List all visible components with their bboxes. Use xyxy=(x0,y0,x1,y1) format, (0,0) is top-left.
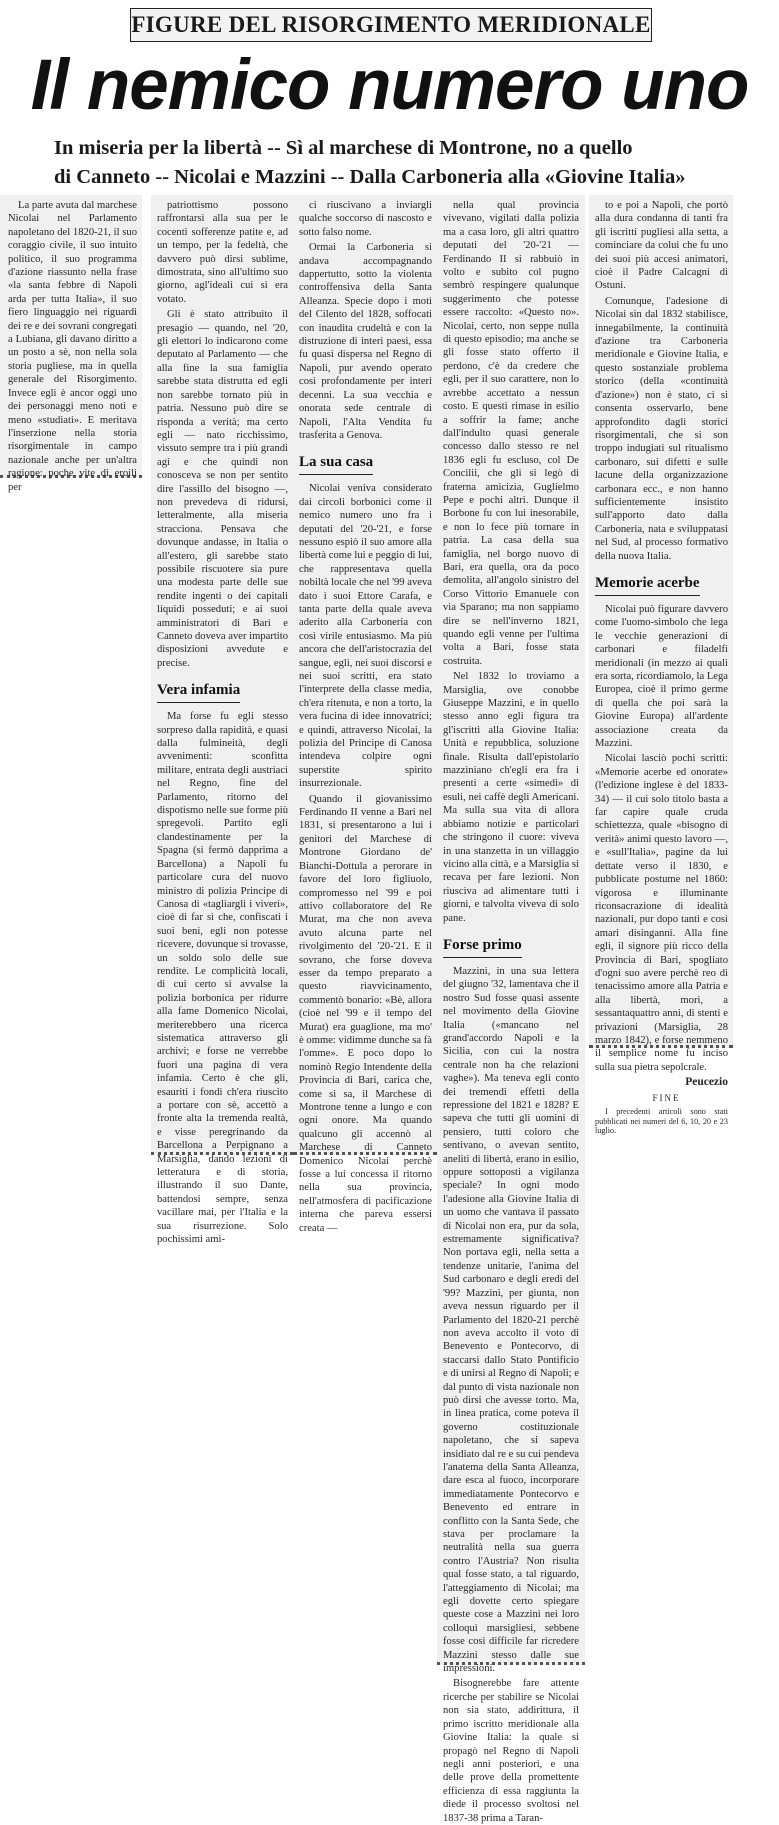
headline: Il nemico numero uno xyxy=(30,46,749,125)
paragraph: Quando il giovanissimo Ferdinando II venne a Bari nel 1831, si presentarono a lui i genitori del Marchese di Montrone Giordano de' Bianchi-Dottula a perorare in favore del loro figliuolo, compromesso nel '99 e poi attivo collaboratore del Re Murat, ma che non aveva avuto alcuna parte nel rivolgimento del '20-'21. E il sovrano, che forse doveva esser da tempo preparato a questo riavvicinamento, commentò bonario: «Bè, allora (cioè nel '99 e il tempo del Murat) era guaglione, ma mo' è omme: vidimme dunche sa fà l'omme». E poco dopo lo nominò Regio Intendente della Provincia di Bari, carica che, come si sa, il Marchese di Montrone tenne a lungo e con ogni onore. Ma quando qualcuno gli accennò al Marchese di Canneto Domenico Nicolai perchè fosse a lui concessa il ritorno nella sua provincia, nell'atmosfera di pacificazione interna che pareva essersi creata — xyxy=(299,793,432,1234)
paragraph: nella qual provincia vivevano, vigilati dalla polizia ma a casa loro, gli altri quattro deputati del '20-'21 — Ferdinando II si rabbuiò in volto e subito col pugno sembrò respingere qualunque suggerimento che potesse essere raccolto: «Questo no». Nicolai, certo, non seppe nulla di questo episodio; ma anche se gli fosse stato offerto il perdono, c'è da credere che egli, per il suo carattere, non lo avrebbe accettato a nessun costo. E questi rimase in esilio a soffrir la fame; anche dall'indulto quasi generale concesso dallo stesso re nel 1836 egli fu escluso, col De Concilii, che gli si legò di fraterna amicizia, Guglielmo Pepe e pochi altri. Dunque il Borbone fu con lui inesorabile, e non lo fece più tornare in patria. La casa della sua famiglia, nel borgo nuovo di Bari, era quella, ora da poco demolita, all'angolo sinistro del Corso Vittorio Emanuele con via Sparano; ma non sappiamo dire se nell'inverno 1821, quando egli venne per l'ultima volta a Bari, fosse stata costruita. xyxy=(443,200,579,667)
paragraph: to e poi a Napoli, che portò alla dura condanna di tanti fra gli iscritti pugliesi alla setta, a cominciare da colui che fu uno dei suoi più accesi animatori, cioè il Padre Calcagni di Ostuni. xyxy=(595,200,728,292)
author-signature: Peucezio xyxy=(685,1076,728,1089)
paragraph: Comunque, l'adesione di Nicolai sin dal 1832 stabilisce, innegabilmente, la continuità d'azione tra Carboneria meridionale e Giovine Italia, e questo sostanziale problema storico (della «continuità d'azione») non è stato, ci si consenta osservarlo, bene approfondito dagli storici risorgimentali, che si son troppo indugiati sul ritualismo carbonaro, sui difetti e sulle lacune della organizzazione carbonara ecc., e non hanno sufficientemente insistito sull'apporto dato dalla Carboneria, nata e sviluppatasi nel Sud, al processo formativo della nuova Italia. xyxy=(595,295,728,562)
paragraph: Nicolai veniva considerato dai circoli borbonici come il nemico numero uno fra i deputati del '20-'21, e forse nessuno espiò il suo amore alla libertà come lui e peggio di lui, che rappresentava quella nobiltà locale che nel '99 aveva dato i suoi Ettore Carafa, e tanta parte della quale aveva aderito alla Carboneria con così virile entusiasmo. Ma più ancora che dell'aristocrazia del sangue, egli, nei suoi discorsi e nei suoi scritti, era stato l'interprete della classe media, ch'era ritenuta, e non a torto, la vera fucina di idee innovatrici; e quindi, attraverso Nicolai, la polizia del Principe di Canosa intendeva colpire ogni superstite spirito insurrezionale. xyxy=(299,483,432,790)
subheading-la-sua-casa: La sua casa xyxy=(299,453,373,475)
paragraph: Bisognerebbe fare attente ricerche per stabilire se Nicolai non sia stato, addirittura, il primo iscritto meridionale alla Giovine Italia: la quale si propagò nel Regno di Napoli negli anni posteriori, e una delle prove della promettente efficienza di essa raggiunta la diede il processo svoltosi nel 1837-38 prima a Taran- xyxy=(443,1678,579,1824)
subheadline-line-1: In miseria per la libertà -- Sì al marchese di Montrone, no a quello xyxy=(54,137,633,159)
paragraph: Nicolai lasciò pochi scritti: «Memorie acerbe ed onorate» (l'edizione inglese è del 1833-34) — il cui solo titolo basta a far capire quale cruda schiettezza, quale «bisogno di verità» animi questo lavoro —, e «sull'Italia», pagine da lui dettate verso il 1830, e pubblicate postume nel 1860: vigorosa e illuminante riconsacrazione di idealità nazionali, pur dopo tanti e così amari disinganni. Alla fine egli, il signore più ricco della Provincia di Bari, spogliato d'ogni suo avere perchè reo di tenacissimo amore alla Patria e alla libertà, morì, a sessantaquattro anni, di stenti e privazioni (Marsiglia, 28 marzo 1842), e forse nemmeno il semplice nome fu inciso sulla sua pietra sepolcrale. xyxy=(595,753,728,1073)
paragraph: ci riuscivano a inviargli qualche soccorso di nascosto e sotto falso nome. xyxy=(299,200,432,238)
paragraph: Mazzini, in una sua lettera del giugno '32, lamentava che il nostro Sud fosse quasi assente nel movimento della Giovine Italia («mancano nel grand'accordo Napoli e la Sicilia, con cui la nostra centrale non ha che relazioni vaghe»). Ma teneva egli conto dei tremendi effetti della repressione del 1821 e 1828? E sapeva che tutti gli uomini di pensiero, tutti coloro che sentivano, o avevan sentito, aneliti di libertà, erano in esilio, oppure sottoposti a vigilanza speciale? In ogni modo l'adesione alla Giovine Italia di un uomo che vantava il passato di Nicolai non era, pur da sola, estremamente significativa? Non portava egli, nella setta a tendenze unitarie, l'anima del Sud carbonaro e degli eredi del '99? Mazzini, per giunta, non aveva nessun riguardo per il Parlamento del 1820-21 perchè non aveva accolto il voto di Benevento e Pontecorvo, di staccarsi dallo Stato Pontificio e di unirsi al Regno di Napoli; e dal punto di vista nazionale non può dirsi che avesse torto. Ma, in linea pratica, come poteva il governo costituzionale napoletano, che si sapeva insidiato dal re e su cui pendeva l'anatema della Santa Alleanza, dare esca al fuoco, incorporare immediatamente Pontecorvo e Benevento ed entrare in conflitto con la Santa Sede, che stava per proclamare la neutralità nella sua guerra contro l'Austria? Non risulta qual fosse stato, a tal riguardo, l'atteggiamento di Nicolai; ma egli dovette certo spiegare queste cose a Mazzini nei loro colloqui marsigliesi, sebbene fosse così difficile far ricredere Mazzini stesso dalle sue impressioni. xyxy=(443,965,579,1675)
article-column-4 xyxy=(437,195,585,1824)
end-marker: FINE xyxy=(652,1092,681,1103)
paragraph: Nicolai può figurare davvero come l'uomo-simbolo che lega le vecchie generazioni di carbonari e filadelfi meridionali (in mezzo ai quali era sorta, ricordiamolo, la Lega Europea, cioè il primo germe di quella che poi sarà la Giovine Europa) all'ardente associazione creata da Mazzini. xyxy=(595,603,728,750)
subheadline xyxy=(54,134,734,194)
article-column-5 xyxy=(589,195,733,1136)
article-column-1 xyxy=(0,195,142,493)
paragraph: Ormai la Carboneria si andava accompagnando dappertutto, sotto la violenta controffensiva della Santa Alleanza. Specie dopo i moti del Cilento del 1828, soffocati con inaudita crudeltà e con la distruzione di interi paesi, essa fu quasi dispersa nel Regno di Napoli, pur avendo operato così profondamente per interi decenni. La sua vecchia e onorata sede centrale di Napoli, l'Alta Vendita fu trasferita a Genova. xyxy=(299,242,432,441)
section-kicker: FIGURE DEL RISORGIMENTO MERIDIONALE xyxy=(130,8,652,42)
paragraph: Gli è stato attribuito il presagio — quando, nel '20, gli elettori lo indicarono come deputato al Parlamento — che alla fine la sua famiglia sarebbe stata distrutta ed egli non sarebbe tornato più in patria. Nessuno può dire se risponda a verità; ma certo egli — nato ricchissimo, vissuto sempre tra i più grandi agi e che quindi non conosceva se non per sentito dire l'assillo del bisogno —, non prevedeva di ridursi, letteralmente, alla miseria stracciona. Pensava che dovunque andasse, in Italia o all'estero, gli sarebbe stato possibile riscuotere sia pure una modesta parte delle sue rendite ingenti o dei capitali liquidi posseduti; e ai suoi amministratori di Bari e Canneto doveva aver impartito disposizioni avvedute e precise. xyxy=(157,309,288,669)
subheading-memorie-acerbe: Memorie acerbe xyxy=(595,574,700,596)
paragraph: patriottismo possono raffrontarsi alla sua per le cocenti sofferenze patite e, ad un tempo, per la fedeltà, che davvero può dirsi sublime, dimostrata, sino all'ultimo suo giorno, agl'ideali cui si era votato. xyxy=(157,200,288,305)
article-column-3 xyxy=(293,195,437,1234)
article-column-2 xyxy=(151,195,293,1246)
paragraph: La parte avuta dal marchese Nicolai nel Parlamento napoletano del 1820-21, il suo coraggio civile, il suo intuito politico, il suo programma d'azione riassunto nella frase «la santa febbre di Napoli arda per tutta Italia», il suo fiero linguaggio nei riguardi dei re e dei sovrani congregati a Lubiana, gli davano diritto a un posto a sè, non nella sola storia pugliese, ma in quella generale del Risorgimento. Invece egli è ancor oggi uno dei personaggi meno noti e meno «studiati». E meritava l'inserzione nella storia risorgimentale in campo nazionale anche per un'altra ragione: poche vite di eroili per xyxy=(8,200,137,493)
subheading-forse-primo: Forse primo xyxy=(443,936,522,958)
paragraph: Ma forse fu egli stesso sorpreso dalla rapidità, e quasi dalla fulmineità, degli avvenimenti: sconfitta militare, entrata degli austriaci nel Regno, fine del Parlamento, ritorno del dispotismo nelle sue forme più spregevoli. Partito egli clandestinamente per la Spagna (si fermò dapprima a Barcellona) a Napoli fu particolare cura del nuovo ministro di polizia Principe di Canosa di «tagliargli i viveri», cioè di far sì che, confiscati i suoi beni, egli non potesse ricevere, dovunque si trovasse, un soldo solo delle sue rendite. Le complicità locali, di cui certo si avvalse la polizia borbonica per ridurre alla fame Domenico Nicolai, meriterebbero una ricerca sistematica attraverso gli archivi; e forse ne verrebbe fuori una pagina di vera infamia. Certo è che gli, esauriti i fondi ch'era riuscito a portare con sè, accettò a fronte alta la tremenda realtà, e visse peregrinando da Barcellona a Perpignano a Marsiglia, dando lezioni di letteratura e di storia, illustrando il suo Dante, battendosi sempre, senza vacillare mai, per l'Italia e la sua risurrezione. Solo pochissimi ami- xyxy=(157,711,288,1246)
subheadline-line-2: di Canneto -- Nicolai e Mazzini -- Dalla Carboneria alla «Giovine Italia» xyxy=(54,166,686,188)
subheading-vera-infamia: Vera infamia xyxy=(157,681,240,703)
paragraph: Nel 1832 lo troviamo a Marsiglia, ove conobbe Giuseppe Mazzini, e in quello stesso anno egli figura tra gl'iscritti alla Giovine Italia: Unità e repubblica, soluzione finale. Risulta dall'epistolario mazziniano ch'egli era fra i presenti a certe «simedi» di esuli, nei caffè degli Americani. Ma sulla sua vita di allora abbiamo notizie e particolari che stringono il cuore: viveva in una stanzetta in un villaggio vicino alla città, e a Marsiglia si recava per fare lezioni. Non riusciva ad alimentare tutti i giorni, e talvolta viveva di solo pane. xyxy=(443,671,579,924)
editor-note: I precedenti articoli sono stati pubblicati nei numeri del 6, 10, 20 e 23 luglio. xyxy=(595,1107,728,1136)
